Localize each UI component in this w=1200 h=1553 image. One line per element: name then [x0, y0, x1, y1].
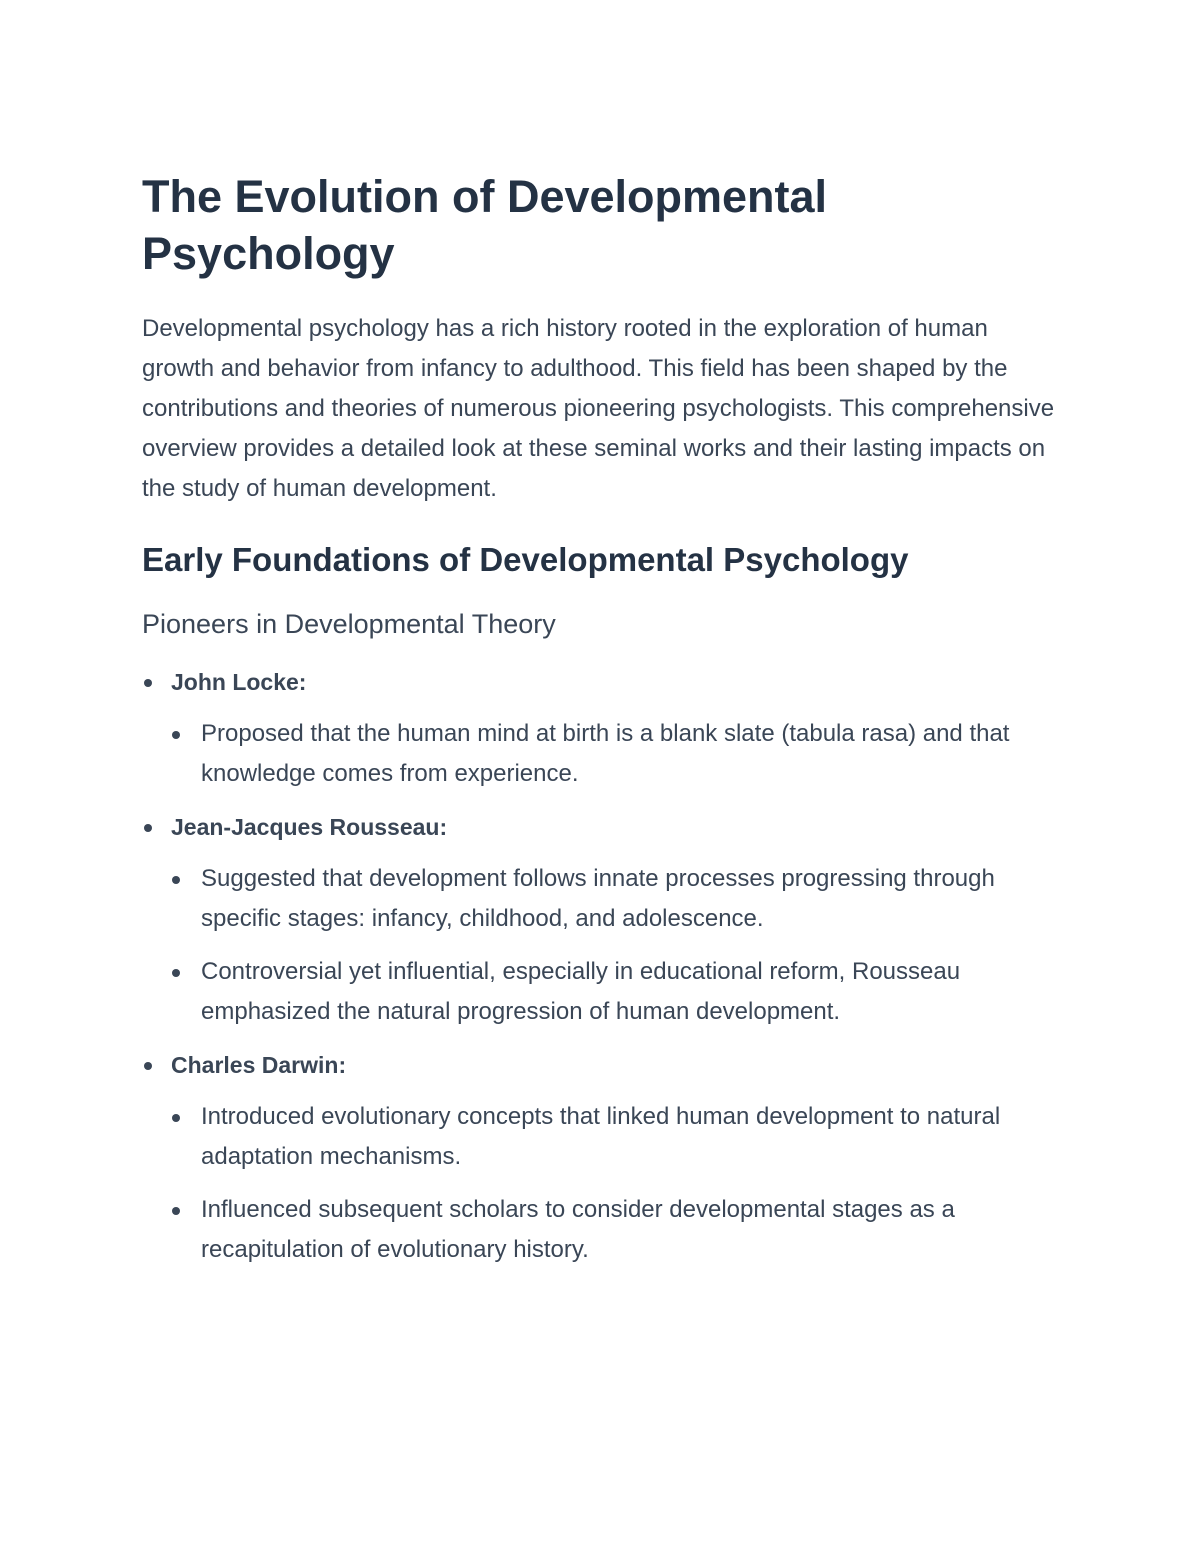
bullet-icon [172, 731, 180, 739]
bullet-icon [172, 1114, 180, 1122]
bullet-icon [144, 1062, 152, 1070]
sub-list [171, 714, 1062, 794]
list-item [171, 1097, 1062, 1177]
point-text: Proposed that the human mind at birth is a blank slate (tabula rasa) and that knowledge comes from experience. [201, 720, 1010, 787]
document-title: The Evolution of Developmental Psychology [142, 171, 828, 279]
list-item-darwin [142, 1045, 1062, 1270]
person-name: Charles Darwin: [171, 1052, 347, 1078]
list-item-john-locke [142, 662, 1062, 794]
subsection-heading: Pioneers in Developmental Theory [142, 609, 556, 639]
list-item [171, 1190, 1062, 1270]
pioneer-list [142, 662, 1062, 1270]
bullet-icon [144, 824, 152, 832]
sub-list [171, 1097, 1062, 1270]
bullet-icon [172, 969, 180, 977]
intro-paragraph: Developmental psychology has a rich history rooted in the exploration of human growth and behavior from infancy to adulthood. This field has been shaped by the contributions and theories of numerous pioneering psychologists. This comprehensive overview provides a detailed look at these seminal works and their lasting impacts on the study of human development. [142, 315, 1055, 502]
list-item [171, 714, 1062, 794]
person-name: Jean-Jacques Rousseau: [171, 814, 448, 840]
bullet-icon [172, 1207, 180, 1215]
point-text: Introduced evolutionary concepts that linked human development to natural adaptation mechanisms. [201, 1103, 1001, 1170]
list-item-rousseau [142, 807, 1062, 1032]
point-text: Suggested that development follows innate processes progressing through specific stages: infancy, childhood, and adolescence. [201, 865, 995, 932]
document-content [142, 168, 1062, 1283]
point-text: Controversial yet influential, especially in educational reform, Rousseau emphasized the natural progression of human development. [201, 958, 961, 1025]
list-item [171, 952, 1062, 1032]
list-item [171, 859, 1062, 939]
bullet-icon [172, 876, 180, 884]
section-heading: Early Foundations of Developmental Psychology [142, 541, 909, 578]
point-text: Influenced subsequent scholars to consider developmental stages as a recapitulation of evolutionary history. [201, 1196, 955, 1263]
bullet-icon [144, 679, 152, 687]
person-name: John Locke: [171, 669, 307, 695]
sub-list [171, 859, 1062, 1032]
